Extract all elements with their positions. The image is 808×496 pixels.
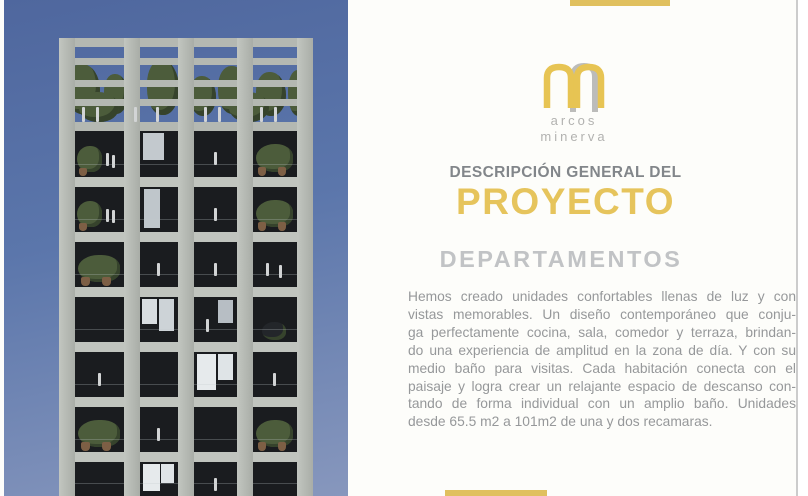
plant-pot	[278, 167, 286, 176]
concrete-column	[237, 38, 253, 496]
person-figure	[214, 478, 217, 491]
terrace-person-figure	[204, 107, 207, 122]
plant-pot	[278, 222, 286, 231]
top-accent-bar	[570, 0, 670, 6]
plant-pot	[278, 442, 286, 451]
description-line-1: Hemos creado unidades confortables llenas de luz y con	[408, 289, 796, 304]
concrete-column	[59, 38, 75, 496]
person-figure	[112, 155, 115, 168]
window-pane	[143, 133, 164, 160]
plant-pot	[258, 167, 266, 176]
double-arch-icon	[543, 61, 605, 113]
terrace-person-figure	[96, 107, 99, 122]
right-margin	[798, 0, 808, 496]
concrete-column	[124, 38, 140, 496]
description-line-6: paisaje y logra crear un relajante espacio de descanso con-	[408, 378, 796, 394]
concrete-column	[178, 38, 194, 496]
balcony-plant	[262, 322, 286, 340]
tree-canopy	[147, 60, 179, 115]
terrace-person-figure	[218, 107, 221, 122]
project-description-text	[408, 288, 796, 431]
window-pane	[161, 464, 174, 484]
logo-word-arcos: arcos	[550, 113, 598, 128]
bottom-accent-bar	[445, 490, 547, 496]
plant-pot	[79, 168, 87, 176]
building-photo	[4, 0, 348, 496]
terrace-person-figure	[274, 107, 277, 122]
tree-canopy	[79, 92, 119, 122]
terrace-person-figure	[156, 107, 159, 122]
page-title: PROYECTO	[456, 181, 675, 222]
terrace-person-figure	[134, 107, 137, 122]
window-pane	[142, 299, 157, 324]
terrace-person-figure	[82, 107, 85, 122]
section-heading-departamentos: DEPARTAMENTOS	[439, 246, 683, 272]
plant-pot	[258, 442, 266, 451]
description-line-7: tando de forma individual con un amplio baño. Unidades	[408, 396, 796, 412]
title-kicker: DESCRIPCIÓN GENERAL DEL	[449, 164, 682, 181]
arcos-minerva-logo	[474, 61, 674, 145]
logo-word-minerva: minerva	[540, 129, 608, 144]
terrace-person-figure	[260, 107, 263, 122]
window-pane	[218, 354, 233, 380]
description-line-4: do una experiencia de amplitud en la zona de día. Y con su	[408, 342, 796, 358]
window-pane	[143, 464, 160, 491]
concrete-column	[297, 38, 313, 496]
description-line-5: medio baño para visitas. Cada habitación conecta con el	[408, 360, 796, 376]
window-pane	[218, 300, 233, 323]
title-block	[408, 163, 723, 221]
description-line-3: ga perfectamente cocina, sala, comedor y terraza, brindan-	[408, 324, 796, 340]
person-figure	[112, 210, 115, 223]
description-line-2: vistas memorables. Un diseño contemporáneo que conju-	[408, 306, 796, 322]
plant-pot	[81, 442, 90, 451]
plant-pot	[81, 277, 90, 286]
description-line-8: desde 65.5 m2 a 101m2 de una y dos recamaras.	[408, 414, 713, 430]
window-pane	[144, 189, 160, 228]
person-figure	[279, 265, 282, 278]
plant-pot	[258, 222, 266, 231]
window-pane	[159, 299, 174, 331]
plant-pot	[79, 223, 87, 231]
